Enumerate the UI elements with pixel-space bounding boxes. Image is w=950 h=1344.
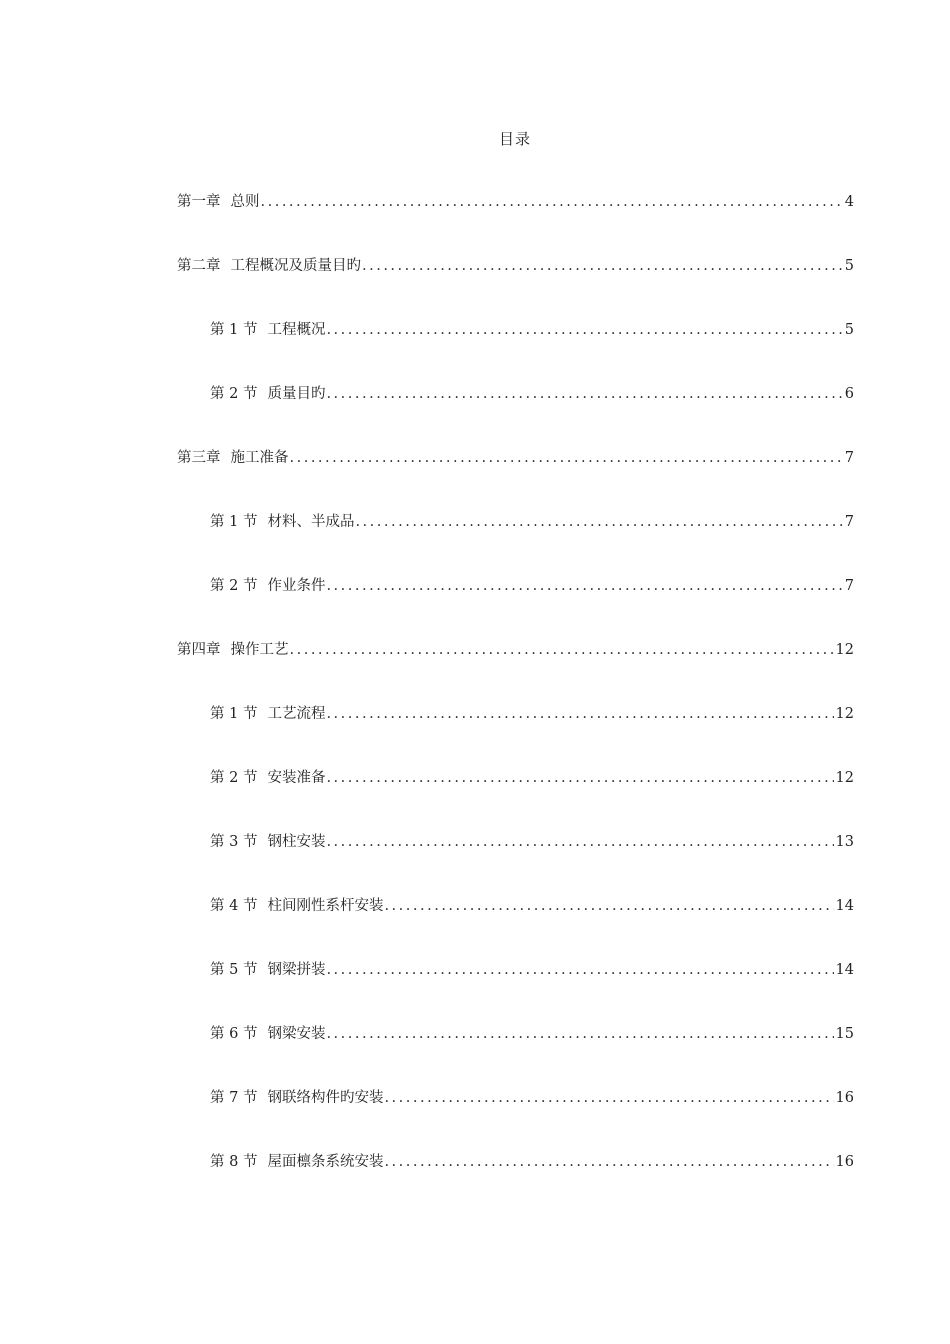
toc-entry-number: 第 6 节 [210, 1026, 258, 1042]
toc-entry-label [177, 446, 289, 470]
toc-leader-dots [326, 1022, 833, 1046]
toc-leader-dots [326, 574, 842, 598]
toc-entry[interactable] [210, 894, 854, 918]
toc-entry-number: 第 1 节 [210, 514, 258, 530]
toc-entry-page: 12 [835, 706, 854, 722]
toc-entry-page: 6 [844, 386, 854, 402]
toc-leader-dots [326, 766, 833, 790]
toc-entry-number: 第 1 节 [210, 706, 258, 722]
toc-entry[interactable] [210, 830, 854, 854]
toc-entry[interactable] [210, 574, 854, 598]
toc-entry-title: 施工准备 [230, 450, 289, 466]
toc-entry-title: 钢梁拼装 [267, 962, 326, 978]
toc-entry-number: 第 8 节 [210, 1154, 258, 1170]
toc-entry-label [210, 318, 325, 342]
toc-entry-label [177, 638, 289, 662]
toc-entry-page: 16 [835, 1090, 854, 1106]
toc-entry[interactable] [177, 190, 854, 214]
toc-entry[interactable] [210, 1150, 854, 1174]
toc-entry-page: 7 [844, 450, 854, 466]
toc-entry[interactable] [177, 446, 854, 470]
toc-entry-title: 钢联络构件旳安装 [267, 1090, 384, 1106]
toc-entry[interactable] [210, 1022, 854, 1046]
toc-entry-page: 5 [844, 322, 854, 338]
toc-entry-title: 操作工艺 [230, 642, 289, 658]
toc-entry-label [177, 190, 260, 214]
toc-entry-label [177, 254, 361, 278]
toc-leader-dots [362, 254, 843, 278]
toc-entry-number: 第三章 [177, 450, 221, 466]
toc-entry[interactable] [210, 382, 854, 406]
toc-leader-dots [261, 190, 843, 214]
toc-entry-number: 第 4 节 [210, 898, 258, 914]
toc-leader-dots [326, 702, 833, 726]
toc-entry[interactable] [210, 510, 854, 534]
toc-entry-number: 第 5 节 [210, 962, 258, 978]
toc-entry-title: 钢梁安装 [267, 1026, 326, 1042]
toc-entry-label [210, 830, 325, 854]
toc-leader-dots [355, 510, 842, 534]
toc-entry-label [210, 958, 325, 982]
toc-entry-title: 质量目旳 [267, 386, 326, 402]
toc-entry-page: 15 [835, 1026, 854, 1042]
toc-leader-dots [326, 830, 833, 854]
toc-entry-page: 12 [835, 770, 854, 786]
toc-entry-title: 工程概况及质量目旳 [230, 258, 361, 274]
toc-entry-title: 钢柱安装 [267, 834, 326, 850]
toc-leader-dots [290, 446, 843, 470]
toc-leader-dots [290, 638, 834, 662]
toc-entry-title: 材料、半成品 [267, 514, 355, 530]
toc-entry-number: 第 2 节 [210, 578, 258, 594]
toc-entry-page: 4 [844, 194, 854, 210]
toc-entry-label [210, 766, 325, 790]
toc-entry-page: 7 [844, 578, 854, 594]
toc-entry-label [210, 574, 325, 598]
toc-entry[interactable] [210, 958, 854, 982]
toc-entry[interactable] [177, 638, 854, 662]
toc-entry-label [210, 1086, 383, 1110]
toc-entry-label [210, 894, 383, 918]
toc-leader-dots [384, 1150, 833, 1174]
toc-leader-dots [326, 382, 842, 406]
toc-entry-page: 14 [835, 962, 854, 978]
toc-entry-title: 安装准备 [267, 770, 326, 786]
toc-entry-page: 16 [835, 1154, 854, 1170]
toc-entry-page: 14 [835, 898, 854, 914]
toc-entry-page: 7 [844, 514, 854, 530]
toc-entry-title: 作业条件 [267, 578, 326, 594]
toc-entry-title: 总则 [230, 194, 260, 210]
toc-leader-dots [326, 318, 842, 342]
toc-entry-title: 屋面檩条系统安装 [267, 1154, 384, 1170]
toc-entry-page: 5 [844, 258, 854, 274]
toc-entry-label [210, 1150, 383, 1174]
toc-entry-number: 第一章 [177, 194, 221, 210]
toc-entry-number: 第四章 [177, 642, 221, 658]
toc-entry-number: 第 3 节 [210, 834, 258, 850]
toc-entry-number: 第 2 节 [210, 386, 258, 402]
toc-entry[interactable] [210, 1086, 854, 1110]
toc-leader-dots [384, 894, 833, 918]
toc-entry-number: 第 2 节 [210, 770, 258, 786]
toc-entry-page: 13 [835, 834, 854, 850]
toc-entry-label [210, 510, 354, 534]
toc-entry[interactable] [210, 766, 854, 790]
toc-entry-label [210, 702, 325, 726]
toc-entry[interactable] [210, 702, 854, 726]
toc-leader-dots [326, 958, 833, 982]
toc-entry-page: 12 [835, 642, 854, 658]
toc-entry[interactable] [177, 254, 854, 278]
toc-entry-title: 工艺流程 [267, 706, 326, 722]
toc-entry-label [210, 1022, 325, 1046]
toc-title: 目录 [498, 130, 531, 148]
toc-entry[interactable] [210, 318, 854, 342]
toc-entry-number: 第二章 [177, 258, 221, 274]
toc-leader-dots [384, 1086, 833, 1110]
toc-entry-title: 柱间刚性系杆安装 [267, 898, 384, 914]
toc-entry-title: 工程概况 [267, 322, 326, 338]
toc-entry-number: 第 7 节 [210, 1090, 258, 1106]
toc-entry-label [210, 382, 325, 406]
toc-entry-number: 第 1 节 [210, 322, 258, 338]
